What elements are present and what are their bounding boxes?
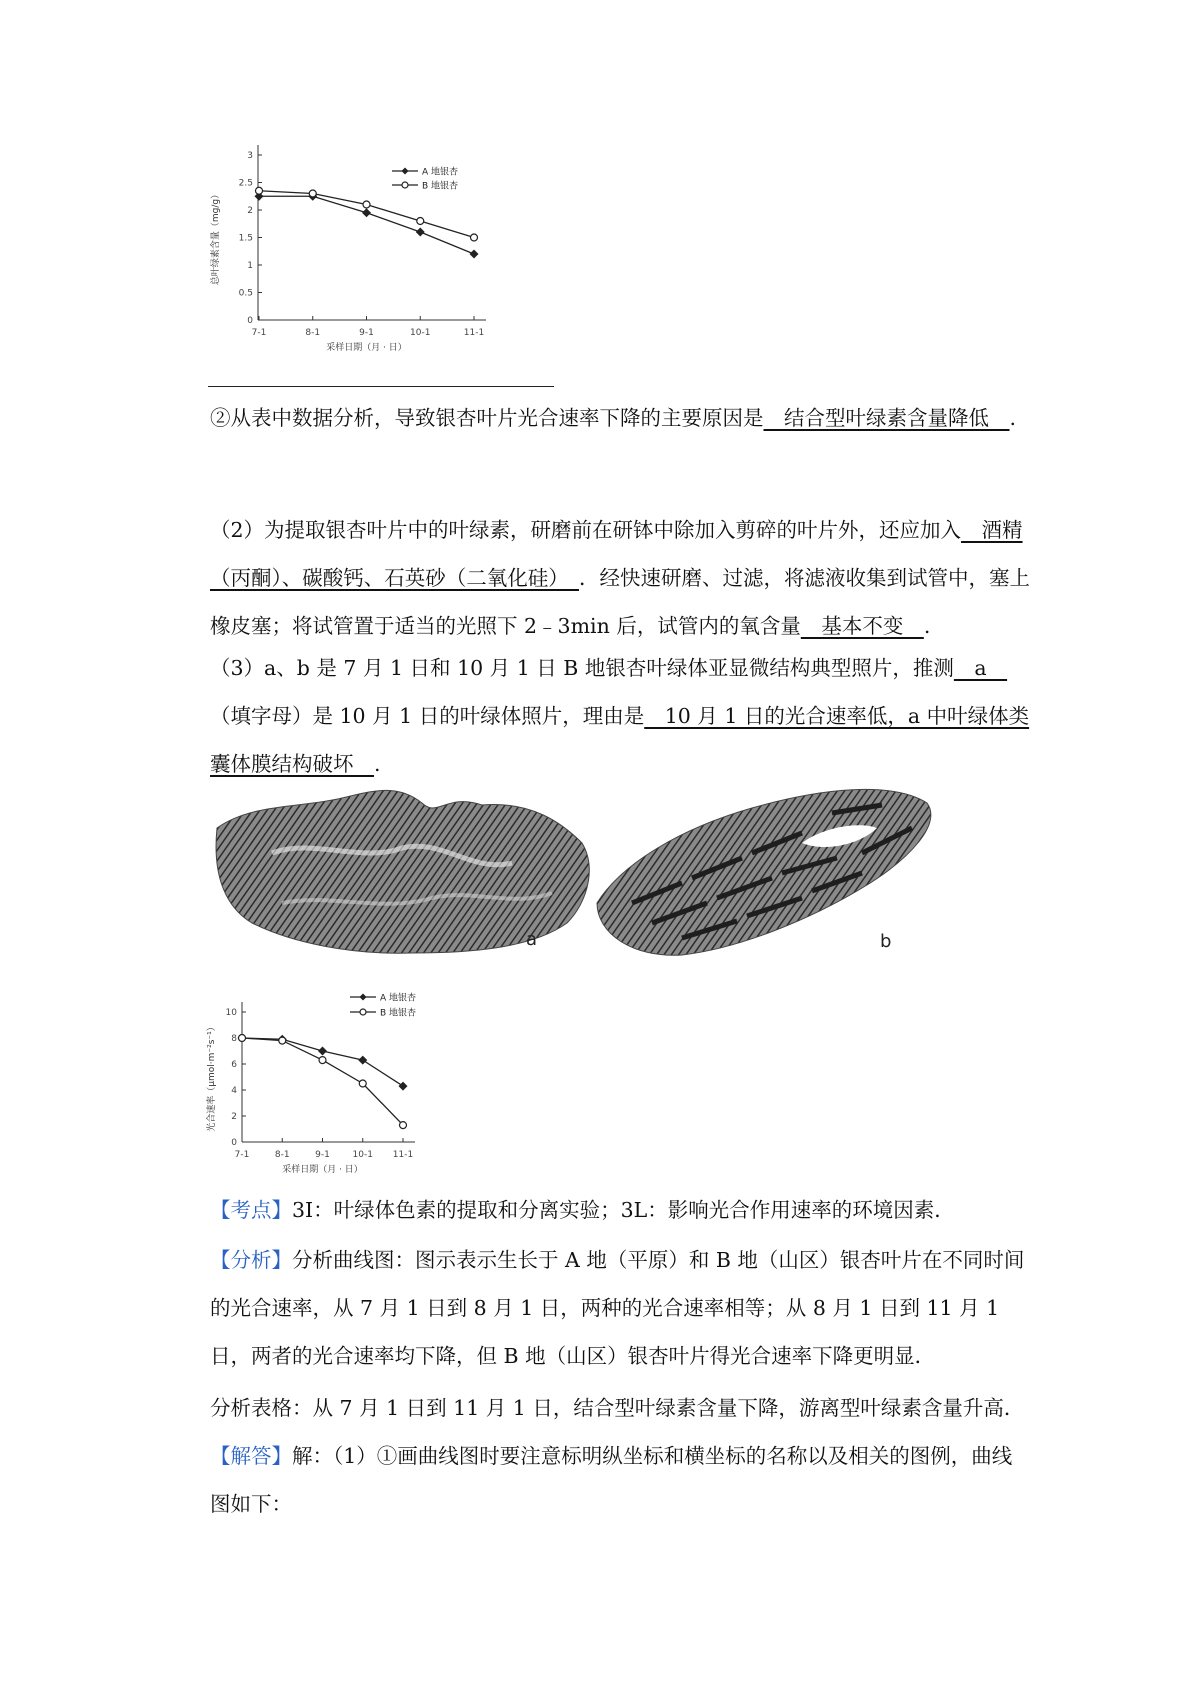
data-point-b <box>359 1080 366 1087</box>
legend-label-a: A 地银杏 <box>422 167 459 178</box>
y-tick-label: 2 <box>231 1112 237 1122</box>
y-tick-label: 3 <box>247 151 253 161</box>
p2-text: （2）为提取银杏叶片中的叶绿素，研磨前在研钵中除加入剪碎的叶片外，还应加入 <box>210 518 962 542</box>
y-tick-label: 1.5 <box>238 233 253 244</box>
p2-end: . <box>923 614 931 638</box>
paragraph-kaodian <box>210 1186 1030 1234</box>
micrograph-b-label: b <box>880 931 892 952</box>
data-point-a <box>358 1056 367 1065</box>
jieda-tag: 【解答】 <box>210 1444 292 1468</box>
chart2-axes <box>205 1002 415 1175</box>
legend-marker-b <box>360 1009 366 1015</box>
p1-text: ②从表中数据分析，导致银杏叶片光合速率下降的主要原因是 <box>210 406 764 430</box>
x-tick-label: 9-1 <box>315 1150 330 1160</box>
x-axis-title: 采样日期（月 · 日） <box>282 1165 363 1175</box>
legend-marker-a <box>360 994 367 1001</box>
kaodian-tag: 【考点】 <box>210 1198 292 1222</box>
paragraph-q3 <box>210 644 1030 788</box>
chlorophyll-content-chart <box>200 135 560 397</box>
x-axis-title: 采样日期（月 · 日） <box>326 343 407 353</box>
y-tick-label: 8 <box>231 1034 237 1044</box>
fenxi-tag: 【分析】 <box>210 1248 292 1272</box>
paragraph-q2 <box>210 506 1030 650</box>
chloroplast-micrographs <box>212 783 992 968</box>
data-point-b <box>471 234 478 241</box>
data-point-a <box>318 1047 327 1056</box>
data-point-b <box>309 190 316 197</box>
y-axis-title: 总叶绿素含量（mg/g） <box>211 189 221 286</box>
data-point-a <box>416 228 425 237</box>
y-tick-label: 6 <box>231 1060 237 1070</box>
p1-answer: 结合型叶绿素含量降低 <box>763 406 1010 430</box>
paragraph-q1-answer <box>210 394 1030 442</box>
micrograph-a <box>216 790 589 953</box>
data-point-b <box>400 1122 407 1129</box>
data-point-b <box>417 218 424 225</box>
p2-answer2: 基本不变 <box>800 614 924 638</box>
x-tick-label: 7-1 <box>234 1150 250 1160</box>
x-tick-label: 7-1 <box>251 328 267 338</box>
data-point-b <box>279 1037 286 1044</box>
p3-end: . <box>374 752 381 776</box>
x-tick-label: 8-1 <box>274 1150 290 1160</box>
chart1-marks <box>255 166 479 259</box>
micrograph-a-label: a <box>526 929 538 950</box>
legend-marker-a <box>402 168 409 175</box>
p3-middle: （填字母）是 10 月 1 日的叶绿体照片，理由是 <box>210 704 645 728</box>
legend-label-a: A 地银杏 <box>380 993 417 1004</box>
y-tick-label: 10 <box>225 1008 237 1018</box>
paragraph-fenxi <box>210 1236 1030 1380</box>
y-tick-label: 2.5 <box>238 178 253 189</box>
jieda-text: 解：（1）①画曲线图时要注意标明纵坐标和横坐标的名称以及相关的图例，曲线图如下： <box>210 1444 1013 1516</box>
x-tick-label: 8-1 <box>305 328 321 338</box>
legend-label-b: B 地银杏 <box>422 181 459 192</box>
y-axis-title: 光合速率（μmol·m⁻²s⁻¹） <box>207 1022 217 1132</box>
data-point-b <box>256 187 263 194</box>
y-tick-label: 0 <box>247 316 253 326</box>
paragraph-jieda <box>210 1432 1030 1528</box>
legend-label-b: B 地银杏 <box>380 1008 417 1019</box>
data-point-a <box>399 1082 408 1091</box>
p1-end: . <box>1009 406 1017 430</box>
p2-middle: ．经快速研磨、过滤，将滤液收集到试管中，塞上橡皮塞；将试管置于适当的光照下 2﹣3min 后，试管内的氧含量 <box>210 566 1030 638</box>
data-point-a <box>470 250 479 259</box>
kaodian-text: 3I：叶绿体色素的提取和分离实验；3L：影响光合作用速率的环境因素． <box>292 1198 955 1222</box>
p3-answer2: 10 月 1 日的光合速率低，a 中叶绿体类囊体膜结构破坏 <box>210 704 1030 776</box>
data-point-b <box>363 201 370 208</box>
p3-text: （3）a、b 是 7 月 1 日和 10 月 1 日 B 地银杏叶绿体亚显微结构典型照片，推测 <box>210 656 954 680</box>
x-tick-label: 11-1 <box>463 328 485 338</box>
micrograph-b <box>597 789 931 955</box>
paragraph-table-analysis <box>210 1384 1030 1432</box>
p3-answer1: a <box>953 656 1008 680</box>
chart2-marks <box>238 992 417 1129</box>
x-tick-label: 10-1 <box>410 328 431 338</box>
photosynthesis-rate-chart <box>205 985 490 1185</box>
legend-marker-b <box>402 182 408 188</box>
data-point-b <box>319 1057 326 1064</box>
data-point-b <box>239 1035 246 1042</box>
data-point-a <box>362 208 371 217</box>
x-tick-label: 9-1 <box>359 328 374 338</box>
table-analysis-text: 分析表格：从 7 月 1 日到 11 月 1 日，结合型叶绿素含量下降，游离型叶绿素含量升高． <box>210 1396 1025 1420</box>
y-tick-label: 2 <box>247 206 253 216</box>
x-tick-label: 10-1 <box>352 1150 373 1160</box>
y-tick-label: 4 <box>231 1086 237 1096</box>
y-tick-label: 0 <box>231 1138 237 1148</box>
y-tick-label: 1 <box>247 261 253 271</box>
fenxi-text: 分析曲线图：图示表示生长于 A 地（平原）和 B 地（山区）银杏叶片在不同时间的光合速率，从 7 月 1 日到 8 月 1 日，两种的光合速率相等；从 8 月 1 日到 11 月 1 日，两者的光合速率均下降，但 B 地（山区）银杏叶片得光合速率下降更明显． <box>210 1248 1025 1368</box>
answer-underline-rule <box>208 386 554 387</box>
y-tick-label: 0.5 <box>238 288 253 299</box>
x-tick-label: 11-1 <box>392 1150 414 1160</box>
p2-answer1: 酒精（丙酮）、碳酸钙、石英砂（二氧化硅） <box>210 518 1023 590</box>
